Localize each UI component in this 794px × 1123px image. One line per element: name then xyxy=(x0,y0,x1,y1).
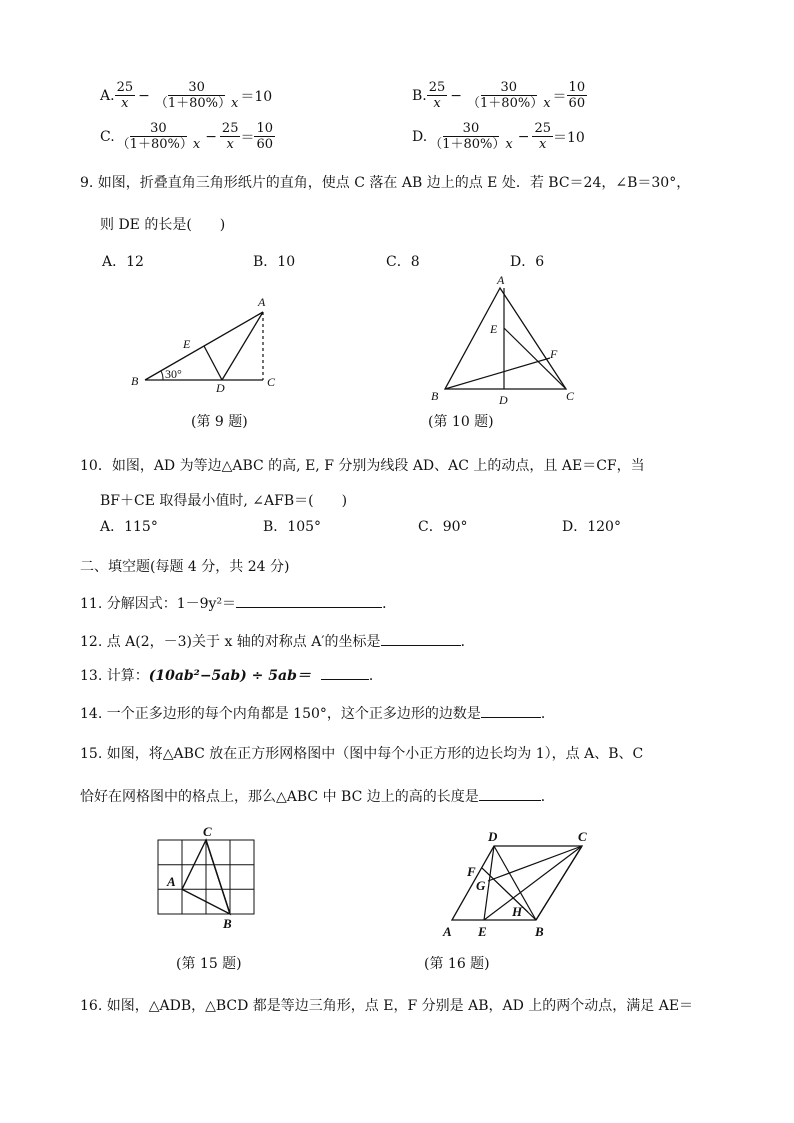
point-f: F xyxy=(550,347,558,361)
segment-bc xyxy=(536,846,582,920)
q8-option-b: B. $\frac{25}{x}$ − $\frac{30}{(1+80\%)x}$ ＝ $\frac{10}{60}$ xyxy=(412,80,586,111)
fraction: $\frac{25}{x}$ xyxy=(221,121,239,152)
angle-label: 30° xyxy=(165,367,182,381)
fraction: $\frac{25}{x}$ xyxy=(116,80,134,111)
point-d: D xyxy=(216,381,225,394)
section-heading: 二、填空题(每题 4 分，共 24 分) xyxy=(80,559,290,575)
q9-option-a: A．12 xyxy=(102,254,144,270)
q9-option-c: C．8 xyxy=(386,254,420,270)
fraction: $\frac{25}{x}$ xyxy=(534,121,551,152)
point-a: A xyxy=(258,295,266,309)
q8-option-a: A. $\frac{25}{x}$ − $\frac{30}{(1+80\%)x}$ ＝10 xyxy=(100,80,273,111)
q8-option-d: D. $\frac{30}{(1+80\%)x}$ − $\frac{25}{x}$ ＝10 xyxy=(412,121,585,152)
answer-blank[interactable] xyxy=(381,645,461,646)
fraction: $\frac{10}{60}$ xyxy=(568,80,586,111)
q15-line2: 恰好在网格图中的格点上，那么△ABC 中 BC 边上的高的长度是 ． xyxy=(80,789,555,805)
option-label: A. xyxy=(100,87,115,104)
segment-bf xyxy=(445,358,550,389)
point-h: H xyxy=(512,904,523,919)
point-d: D xyxy=(488,829,498,844)
figure-9-caption: (第 9 题) xyxy=(191,414,248,430)
q15-line1: 15. 如图，将△ABC 放在正方形网格图中（图中每个小正方形的边长均为 1），点 A、B、C xyxy=(80,746,644,762)
point-a: A xyxy=(443,924,452,939)
segment-ce xyxy=(484,846,582,920)
point-e: E xyxy=(490,322,498,336)
q14: 14. 一个正多边形的每个内角都是 150°，这个正多边形的边数是 ． xyxy=(80,706,555,722)
q10-option-d: D．120° xyxy=(562,519,621,535)
fraction: $\frac{10}{60}$ xyxy=(256,121,274,152)
segment-ad xyxy=(222,312,263,380)
answer-blank[interactable] xyxy=(321,679,369,680)
figure-16 xyxy=(438,826,598,942)
point-b: B xyxy=(223,916,232,931)
fraction: $\frac{25}{x}$ xyxy=(428,80,446,111)
point-b: B xyxy=(535,924,544,939)
q10-line1: 10．如图，AD 为等边△ABC 的高, E, F 分别为线段 AD、AC 上的动点，且 AE＝CF，当 xyxy=(80,458,645,474)
point-c: C xyxy=(566,389,575,403)
option-label: D. xyxy=(412,128,428,145)
q9-line1: 9. 如图，折叠直角三角形纸片的直角，使点 C 落在 AB 边上的点 E 处．若 BC＝24，∠B＝30°， xyxy=(80,175,691,191)
figure-10 xyxy=(425,272,585,410)
fraction: $\frac{30}{(1+80\%)x}$ xyxy=(116,121,201,152)
point-c: C xyxy=(267,375,276,389)
q9-option-d: D．6 xyxy=(510,254,545,270)
point-c: C xyxy=(203,824,212,839)
point-e: E xyxy=(183,337,191,351)
point-g: G xyxy=(476,878,486,893)
point-f: F xyxy=(467,864,476,879)
option-label: B. xyxy=(412,87,427,104)
q10-option-c: C．90° xyxy=(418,519,468,535)
q10-option-a: A．115° xyxy=(100,519,158,535)
point-b: B xyxy=(131,374,139,388)
point-b: B xyxy=(431,389,439,403)
q10-option-b: B．105° xyxy=(263,519,322,535)
figure-15-caption: (第 15 题) xyxy=(176,956,242,972)
point-a: A xyxy=(497,273,505,287)
segment-de xyxy=(204,346,222,380)
figure-9 xyxy=(125,288,285,394)
fraction: $\frac{30}{(1+80\%)x}$ xyxy=(429,121,513,152)
point-c: C xyxy=(578,829,587,844)
q13: 13. 计算：(10ab²−5ab) ÷ 5ab＝ ． xyxy=(80,668,383,684)
figure-16-caption: (第 16 题) xyxy=(424,956,490,972)
q9-option-b: B．10 xyxy=(253,254,296,270)
q16-line1: 16. 如图，△ADB，△BCD 都是等边三角形，点 E，F 分别是 AB，AD 上的两个动点，满足 AE＝ xyxy=(80,998,694,1014)
point-d: D xyxy=(499,393,508,407)
angle-b-arc xyxy=(161,371,163,380)
answer-blank[interactable] xyxy=(236,607,382,608)
point-e: E xyxy=(478,924,487,939)
segment-cg xyxy=(488,846,582,881)
option-label: C. xyxy=(100,128,115,145)
q10-line2: BF＋CE 取得最小值时, ∠AFB＝( ) xyxy=(100,493,348,509)
q8-option-c: C. $\frac{30}{(1+80\%)x}$ − $\frac{25}{x}$ ＝ $\frac{10}{60}$ xyxy=(100,121,274,152)
segment-de xyxy=(484,846,494,920)
triangle-abc xyxy=(445,288,566,389)
answer-blank[interactable] xyxy=(481,717,541,718)
point-a: A xyxy=(167,874,176,889)
figure-10-caption: (第 10 题) xyxy=(428,414,494,430)
answer-blank[interactable] xyxy=(479,800,541,801)
q12: 12. 点 A(2，－3)关于 x 轴的对称点 A′的坐标是 ． xyxy=(80,634,475,650)
fraction: $\frac{30}{(1+80\%)x}$ xyxy=(467,80,551,111)
q11: 11. 分解因式：1－9y²＝ ． xyxy=(80,596,397,612)
fraction: $\frac{30}{(1+80\%)x}$ xyxy=(154,80,239,111)
q9-line2: 则 DE 的长是( ) xyxy=(100,217,226,233)
figure-15 xyxy=(150,820,270,938)
